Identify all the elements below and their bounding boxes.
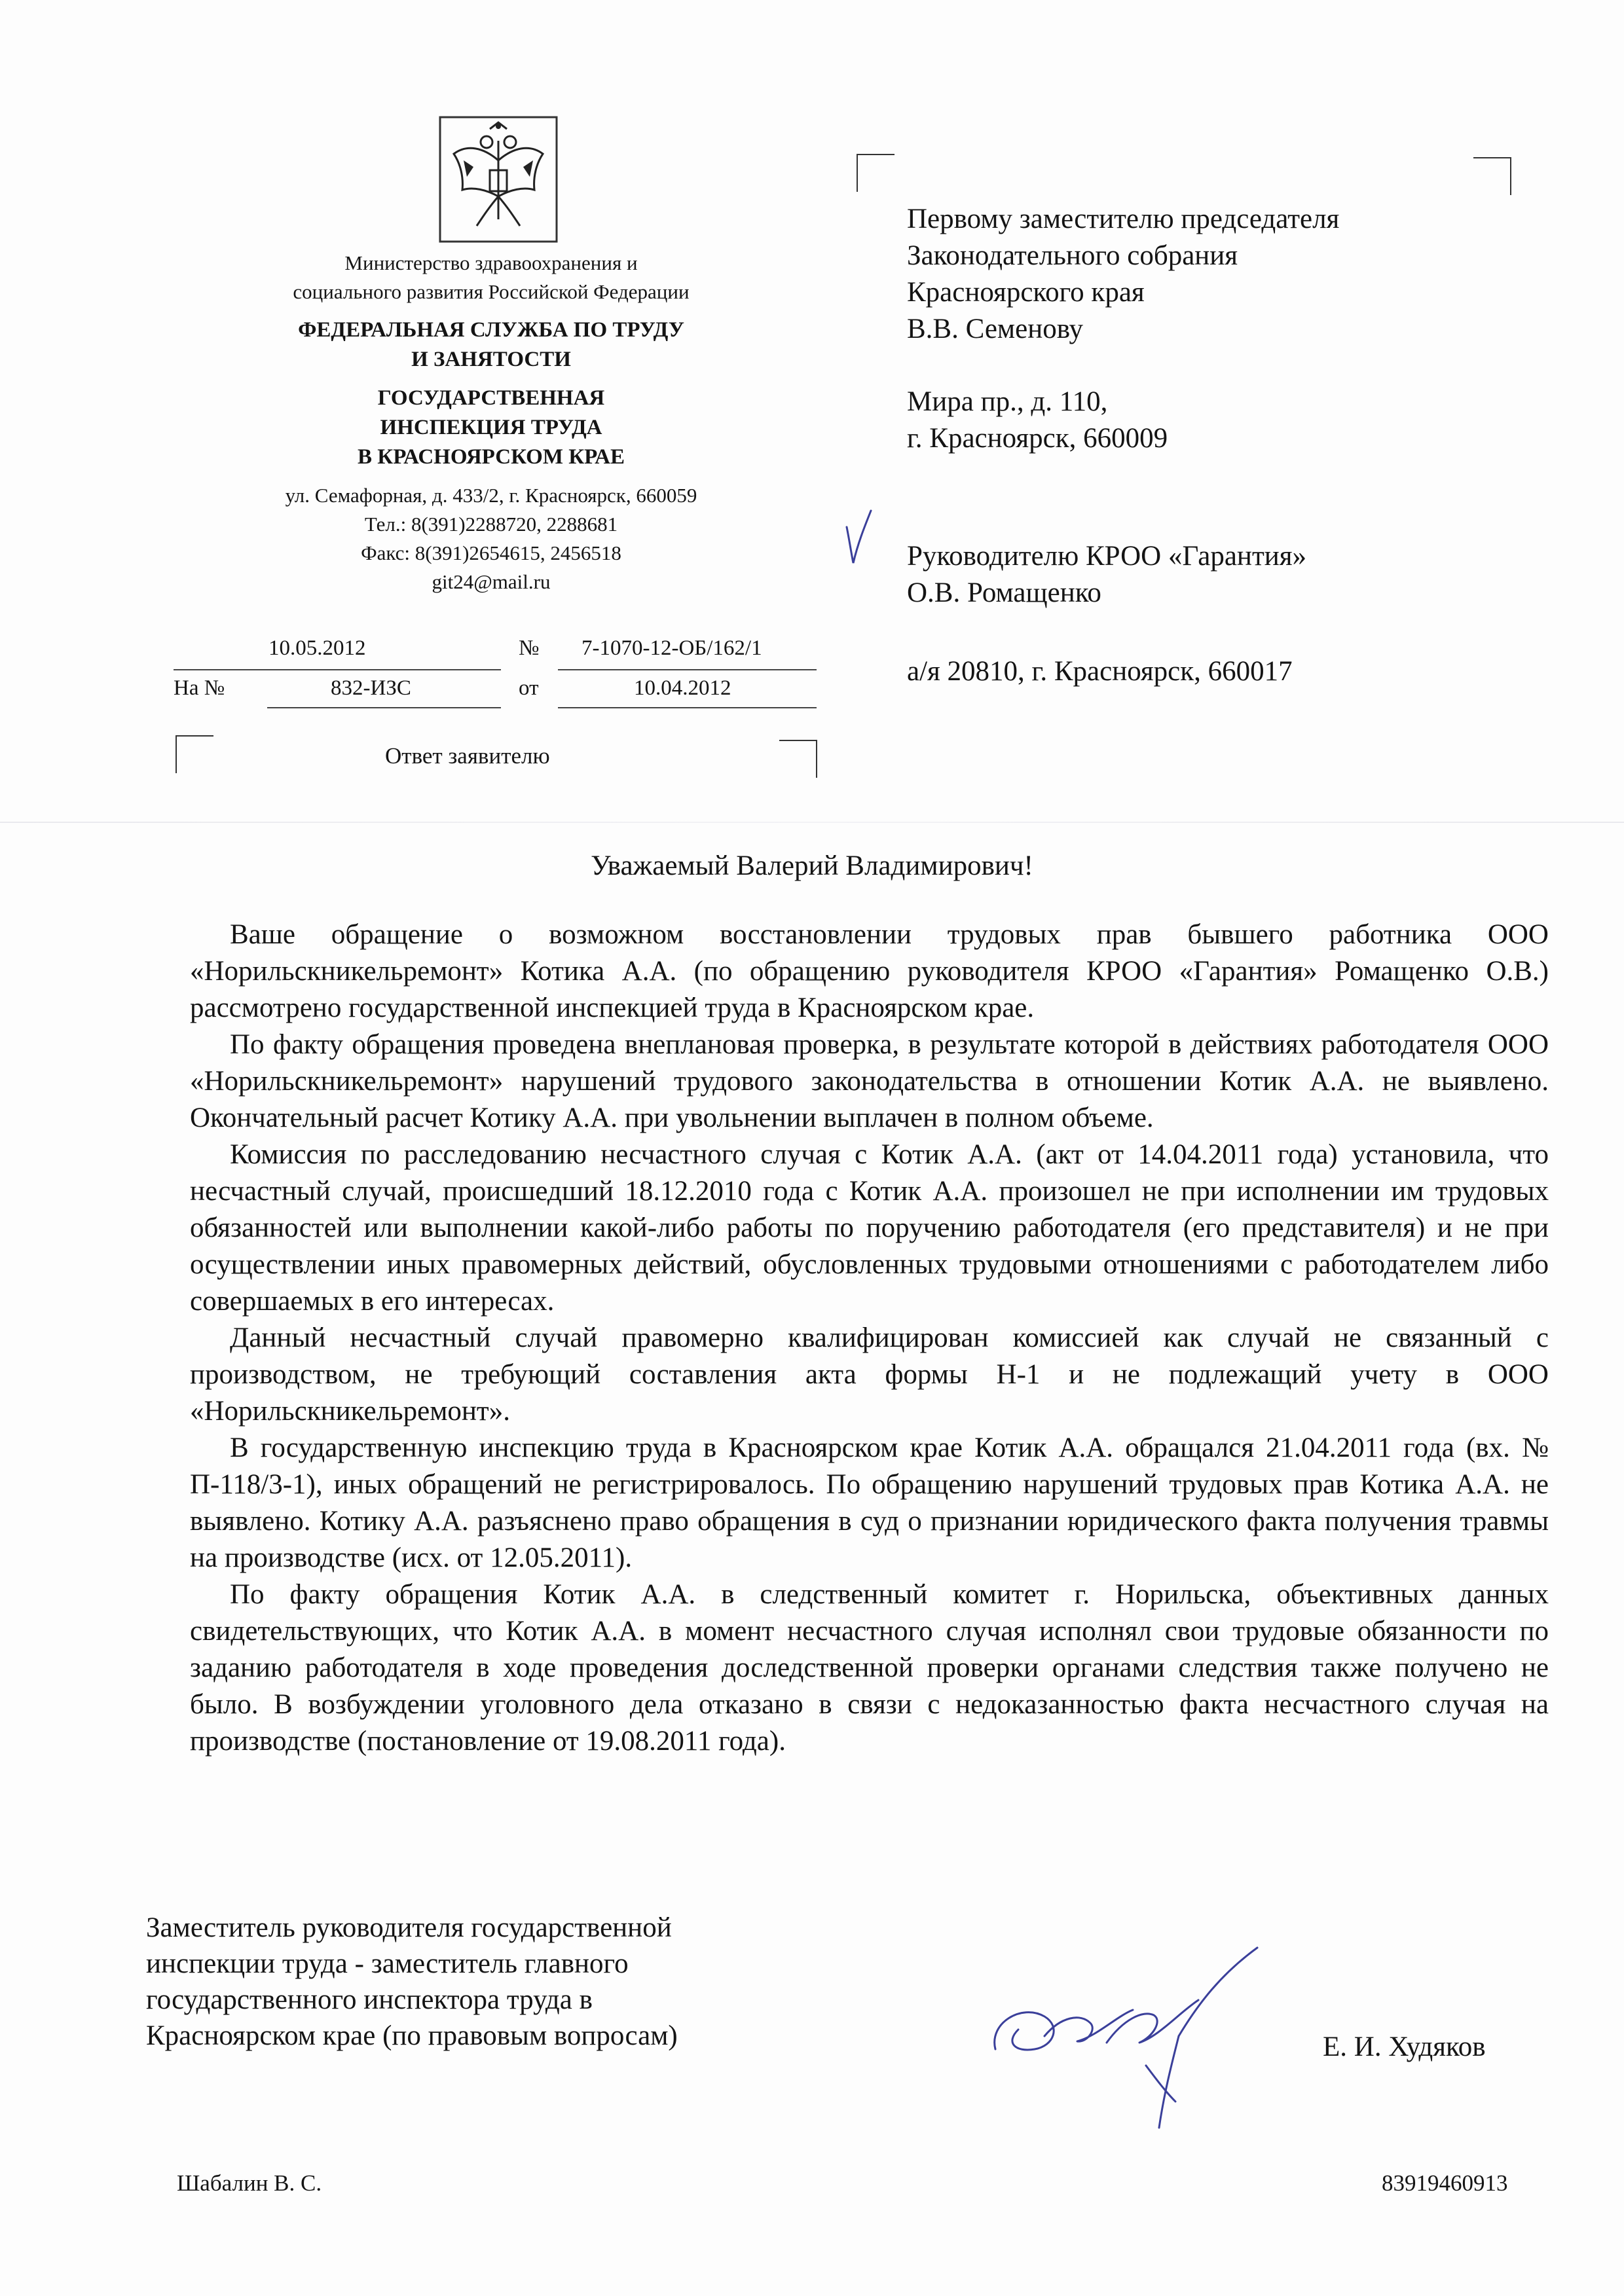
ministry-line-1: Министерство здравоохранения и: [344, 251, 638, 274]
handwritten-signature: [982, 1938, 1290, 2134]
recipient-corner-right: [1473, 157, 1511, 195]
recipient-1-address-2: г. Красноярск, 660009: [907, 423, 1168, 454]
sender-address: ул. Семафорная, д. 433/2, г. Красноярск, 660059: [285, 484, 697, 507]
signatory-title: [146, 1910, 678, 2054]
recipient-2-line-2: О.В. Ромащенко: [907, 577, 1101, 608]
executor-name: Шабалин В. С.: [177, 2170, 322, 2196]
recipient-1-line-3: Красноярского края: [907, 277, 1145, 308]
ref-date-underline: [558, 707, 817, 708]
service-line-1: ФЕДЕРАЛЬНАЯ СЛУЖБА ПО ТРУДУ: [298, 318, 684, 342]
paragraph-4: Данный несчастный случай правомерно квалифицирован комиссией как случай не связанный с производством, не требующий составления акта формы Н-1 и не подлежащий учету в ООО «Норильскникельремонт».: [190, 1322, 1549, 1427]
signatory-name: Е. И. Худяков: [1323, 2032, 1486, 2062]
recipient-2: [907, 538, 1306, 611]
paragraph-6: По факту обращения Котик А.А. в следственный комитет г. Норильска, объективных данных свидетельствующих, что Котик А.А. в момент несчастного случая исполнял свои трудовые обязанности по заданию работодателя в ходе проведения доследственной проверки органами следствия также получено не было. В возбуждении уголовного дела отказано в связи с недоказанностью факта несчастного случая на производстве (постановление от 19.08.2011 года).: [190, 1579, 1549, 1757]
recipient-1-address-1: Мира пр., д. 110,: [907, 386, 1108, 417]
executor-phone: 83919460913: [1382, 2170, 1508, 2196]
subject-line: Ответ заявителю: [385, 743, 550, 769]
sender-email: git24@mail.ru: [432, 570, 551, 593]
inspection-line-2: ИНСПЕКЦИЯ ТРУДА: [380, 416, 602, 439]
sender-phone: Тел.: 8(391)2288720, 2288681: [364, 513, 618, 536]
ministry-line-2: социального развития Российской Федерации: [293, 280, 690, 303]
subject-corner-left: [175, 735, 213, 773]
signatory-title-line-1: Заместитель руководителя государственной: [146, 1912, 672, 1943]
sender-block: [164, 249, 819, 596]
ref-number: 832-ИЗС: [331, 676, 411, 700]
paragraph-2: По факту обращения проведена внеплановая проверка, в результате которой в действиях работодателя ООО «Норильскникельремонт» нарушений трудового законодательства в отношении Котик А.А. не выявлено. Окончательный расчет Котику А.А. при увольнении выплачен в полном объеме.: [190, 1029, 1549, 1133]
recipient-corner-left: [857, 154, 895, 192]
recipient-2-address: а/я 20810, г. Красноярск, 660017: [907, 656, 1293, 687]
inspection-line-1: ГОСУДАРСТВЕННАЯ: [377, 386, 605, 410]
ref-from-label: от: [519, 676, 539, 700]
recipient-1-address: [907, 384, 1168, 457]
reg-date-underline: [174, 669, 501, 670]
coat-of-arms-icon: [437, 115, 559, 244]
recipient-1-line-1: Первому заместителю председателя: [907, 204, 1340, 234]
inspection-line-3: В КРАСНОЯРСКОМ КРАЕ: [358, 445, 625, 469]
recipient-1: [907, 201, 1339, 348]
signatory-title-line-2: инспекции труда - заместитель главного: [146, 1948, 629, 1979]
recipient-1-line-2: Законодательного собрания: [907, 240, 1238, 271]
salutation: Уважаемый Валерий Владимирович!: [591, 850, 1033, 881]
ref-number-underline: [267, 707, 501, 708]
ref-date: 10.04.2012: [634, 676, 731, 700]
reg-number: 7-1070-12-ОБ/162/1: [581, 636, 762, 660]
letter-body: [190, 917, 1549, 1760]
paragraph-5: В государственную инспекцию труда в Красноярском крае Котик А.А. обращался 21.04.2011 года (вх. № П-118/3-1), иных обращений не регистрировалось. По обращению нарушений трудовых прав Котика А.А. не выявлено. Котику А.А. разъяснено право обращения в суд о признании юридического факта получения травмы на производстве (исх. от 12.05.2011).: [190, 1432, 1549, 1573]
paragraph-1: Ваше обращение о возможном восстановлении трудовых прав бывшего работника ООО «Норильскникельремонт» Котика А.А. (по обращению руководителя КРОО «Гарантия» Ромащенко О.В.) рассмотрено государственной инспекцией труда в Красноярском крае.: [190, 919, 1549, 1023]
paragraph-3: Комиссия по расследованию несчастного случая с Котик А.А. (акт от 14.04.2011 года) установила, что несчастный случай, происшедший 18.12.2010 года с Котик А.А. произошел не при исполнении им трудовых обязанностей или выполнении какой-либо работы по поручению работодателя (его представителя) и не при осуществлении иных правомерных действий, обусловленных трудовыми отношениями с работодателем либо совершаемых в его интересах.: [190, 1139, 1549, 1317]
ref-label: На №: [174, 676, 225, 700]
signatory-title-line-3: государственного инспектора труда в: [146, 1984, 593, 2015]
subject-corner-right: [779, 740, 817, 778]
reg-number-label: №: [519, 636, 540, 660]
service-line-2: И ЗАНЯТОСТИ: [411, 348, 571, 371]
recipient-2-line-1: Руководителю КРОО «Гарантия»: [907, 541, 1307, 572]
signatory-title-line-4: Красноярском крае (по правовым вопросам): [146, 2020, 678, 2051]
handwritten-checkmark-icon: [841, 507, 874, 566]
reg-date: 10.05.2012: [268, 636, 366, 660]
reg-number-underline: [558, 669, 817, 670]
fold-line: [0, 822, 1624, 823]
recipient-1-line-4: В.В. Семенову: [907, 314, 1084, 344]
sender-fax: Факс: 8(391)2654615, 2456518: [361, 541, 621, 564]
